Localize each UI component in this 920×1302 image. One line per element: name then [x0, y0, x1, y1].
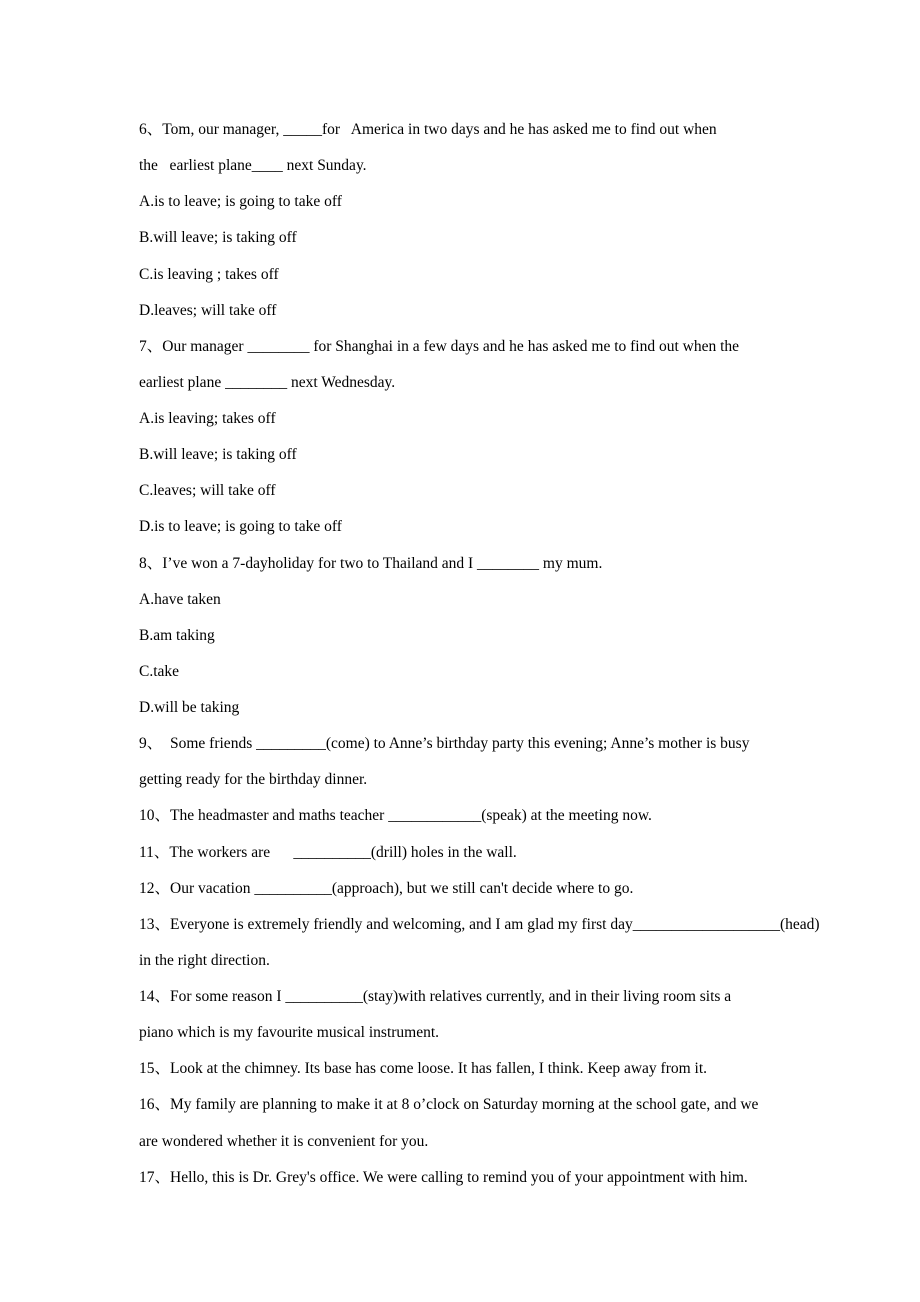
text-line: 9、 Some friends _________(come) to Anne’s birthday party this evening; Anne’s mother is busy	[139, 735, 750, 753]
text-line: B.am taking	[139, 626, 215, 644]
text-line: 16、My family are planning to make it at 8 o’clock on Saturday morning at the school gate, and we	[139, 1096, 759, 1114]
text-line: C.is leaving ; takes off	[139, 265, 279, 283]
text-line: B.will leave; is taking off	[139, 229, 297, 247]
text-line: D.will be taking	[139, 699, 240, 716]
document-page	[139, 119, 869, 1203]
text-line: 6、Tom, our manager, _____for America in two days and he has asked me to find out when	[139, 121, 717, 138]
text-line: 14、For some reason I __________(stay)with relatives currently, and in their living room sits a	[139, 988, 732, 1005]
text-line: 10、The headmaster and maths teacher ____________(speak) at the meeting now.	[139, 807, 652, 825]
text-line: 12、Our vacation __________(approach), but we still can't decide where to go.	[139, 879, 634, 897]
text-line: C.leaves; will take off	[139, 482, 276, 500]
text-line: 7、Our manager ________ for Shanghai in a few days and he has asked me to find out when the	[139, 337, 740, 355]
text-line: piano which is my favourite musical instrument.	[139, 1024, 440, 1042]
text-line: in the right direction.	[139, 951, 270, 969]
text-line: earliest plane ________ next Wednesday.	[139, 373, 396, 391]
text-line: 13、Everyone is extremely friendly and welcoming, and I am glad my first day___________________(head)	[139, 915, 820, 933]
text-line: 11、The workers are __________(drill) holes in the wall.	[139, 843, 517, 861]
text-line: 8、I’ve won a 7-dayholiday for two to Thailand and I ________ my mum.	[139, 554, 603, 572]
text-line: the earliest plane____ next Sunday.	[139, 157, 367, 175]
text-line: C.take	[139, 662, 180, 680]
text-line: A.is leaving; takes off	[139, 410, 276, 427]
text-line: D.is to leave; is going to take off	[139, 518, 342, 536]
text-line: 15、Look at the chimney. Its base has come loose. It has fallen, I think. Keep away from it.	[139, 1060, 708, 1078]
text-line: B.will leave; is taking off	[139, 446, 297, 464]
text-line: A.is to leave; is going to take off	[139, 193, 342, 211]
text-line: D.leaves; will take off	[139, 301, 277, 319]
text-line: are wondered whether it is convenient for you.	[139, 1132, 429, 1150]
text-line: 17、Hello, this is Dr. Grey's office. We were calling to remind you of your appointment with him.	[139, 1168, 748, 1186]
text-line: getting ready for the birthday dinner.	[139, 771, 368, 789]
text-line: A.have taken	[139, 590, 221, 608]
